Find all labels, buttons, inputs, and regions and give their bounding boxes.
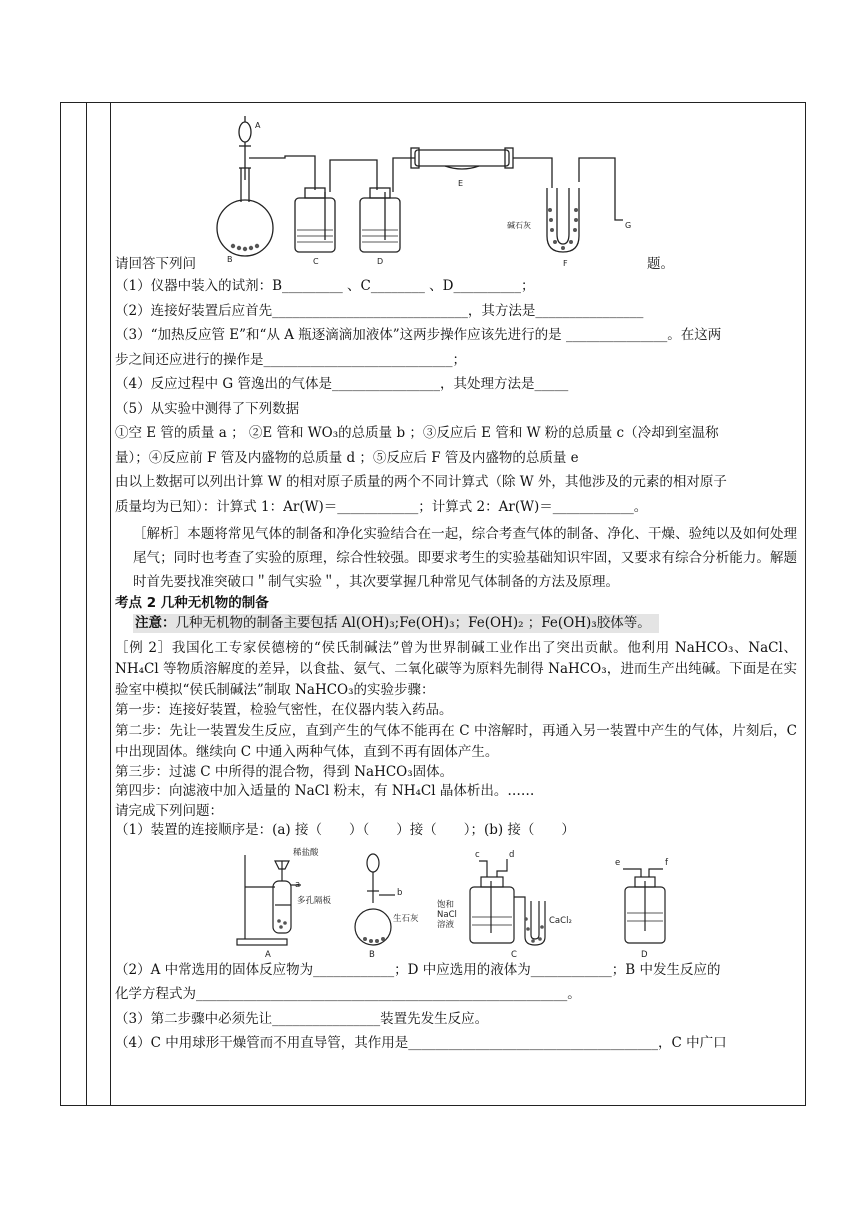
question-line: 步之间还应进行的操作是____________________________； [115, 351, 466, 368]
column-divider [110, 102, 111, 1106]
document-content [115, 110, 797, 1054]
note-label: 注意： [135, 614, 176, 631]
label-C2: C [511, 949, 517, 960]
analysis-paragraph: ［解析］本题将常见气体的制备和净化实验结合在一起，综合考查气体的制备、净化、干燥、验纯以及如何处理尾气；同时也考查了实验的原理，综合性较强。即要求考生的实验基础知识牢固，又要求有综合分析能力。解题时首先要找准突破口＂制气实验＂，其次要掌握几种常见气体制备的方法及原理。 [133, 526, 797, 590]
label-lime: 生石灰 [393, 913, 419, 924]
question-line: （2）A 中常选用的固体反应物为____________；D 中应选用的液体为____________；B 中发生反应的 [115, 961, 721, 978]
label-plate: 多孔隔板 [297, 895, 332, 906]
label-sat1: 饱和 [437, 899, 455, 910]
section-title: 考点 2 几种无机物的制备 [115, 595, 269, 611]
label-sat3: 溶液 [437, 919, 455, 930]
prompt-right: 题。 [647, 255, 674, 272]
label-cacl2: CaCl₂ [549, 915, 572, 926]
question-line: ①空 E 管的质量 a ； ②E 管和 WO₃的总质量 b ；③反应后 E 管和 W 粉的总质量 c（冷却到室温称 [115, 425, 719, 441]
label-D: D [377, 257, 384, 266]
question-line: （2）连接好装置后应首先_____________________________，其方法是________________ [115, 302, 644, 319]
label-acid: 稀盐酸 [293, 847, 319, 858]
question-line: （4）C 中用球形干燥管而不用直导管，其作用是_____________________________________，C 中广口 [115, 1035, 727, 1051]
question-line: （1）装置的连接顺序是：(a) 接（ ）（ ）接（ ）；(b) 接（ ） [115, 822, 575, 838]
label-A2: A [265, 949, 271, 960]
question-line: （3）“加热反应管 E”和“从 A 瓶逐滴滴加液体”这两步操作应该先进行的是 _______________。在这两 [115, 327, 722, 343]
label-d: d [509, 849, 515, 860]
step-line: 第三步：过滤 C 中所得的混合物，得到 NaHCO₃固体。 [115, 763, 454, 780]
question-line: （4）反应过程中 G 管逸出的气体是________________，其处理方法是_____ [115, 376, 569, 392]
ask-line: 请完成下列问题： [115, 802, 223, 819]
prompt-left: 请回答下列问 [115, 255, 196, 272]
step-line: 第一步：连接好装置，检验气密性，在仪器内装入药品。 [115, 702, 453, 718]
label-E: E [458, 179, 464, 188]
label-f: f [665, 857, 668, 868]
question-line: 由以上数据可以列出计算 W 的相对原子质量的两个不同计算式（除 W 外，其他涉及的元素的相对原子 [115, 474, 727, 490]
label-sat2: NaCl [437, 909, 457, 920]
label-A: A [255, 121, 261, 130]
label-b: b [397, 887, 403, 898]
label-c: c [475, 849, 480, 860]
note-line [115, 614, 797, 634]
figure-apparatus-2 [115, 841, 797, 961]
label-B: B [227, 255, 233, 264]
label-e: e [615, 857, 621, 868]
question-line: （1）仪器中装入的试剂：B_________ 、C________ 、D__________； [115, 278, 535, 294]
question-line: （3）第二步骤中必须先让________________装置先发生反应。 [115, 1010, 489, 1027]
question-line: 质量均为已知）：计算式 1：Ar(W)＝____________；计算式 2：Ar(W)＝____________。 [115, 498, 648, 515]
apparatus-diagram-1 [115, 110, 797, 272]
note-text: 几种无机物的制备主要包括 Al(OH)₃;Fe(OH)₃；Fe(OH)₂ ；Fe(OH)₃胶体等。 [175, 614, 651, 631]
apparatus-diagram-2 [115, 841, 797, 961]
label-C: C [313, 257, 319, 266]
question-line: （5）从实验中测得了下列数据 [115, 400, 300, 417]
label-F: F [563, 259, 568, 268]
label-D2: D [641, 949, 648, 960]
label-soda-lime: 碱石灰 [507, 221, 531, 230]
question-line: 化学方程式为_______________________________________________________。 [115, 986, 581, 1002]
question-line: 量）；④反应前 F 管及内盛物的总质量 d ；⑤反应后 F 管及内盛物的总质量 e [115, 449, 579, 466]
example2-intro: ［例 2］我国化工专家侯德榜的“侯氏制碱法”曾为世界制碱工业作出了突出贡献。他利用 NaHCO₃、NaCl、NH₄Cl 等物质溶解度的差异，以食盐、氨气、二氧化碳等为原料先制得 NaHCO₃，进而生产出纯碱。下面是在实验室中模拟“侯氏制碱法”制取 NaHCO₃的实验步骤： [115, 640, 797, 698]
step-line: 第四步：向滤液中加入适量的 NaCl 粉末，有 NH₄Cl 晶体析出。…… [115, 783, 535, 799]
column-divider [86, 102, 87, 1106]
figure-apparatus-1 [115, 110, 797, 272]
label-a: a [295, 879, 301, 890]
label-B2: B [369, 949, 375, 960]
step-line: 第二步：先让一装置发生反应，直到产生的气体不能再在 C 中溶解时，再通入另一装置中产生的气体，片刻后，C 中出现固体。继续向 C 中通入两种气体，直到不再有固体产生。 [115, 722, 797, 760]
label-G: G [625, 221, 632, 230]
note-highlight [133, 614, 659, 634]
